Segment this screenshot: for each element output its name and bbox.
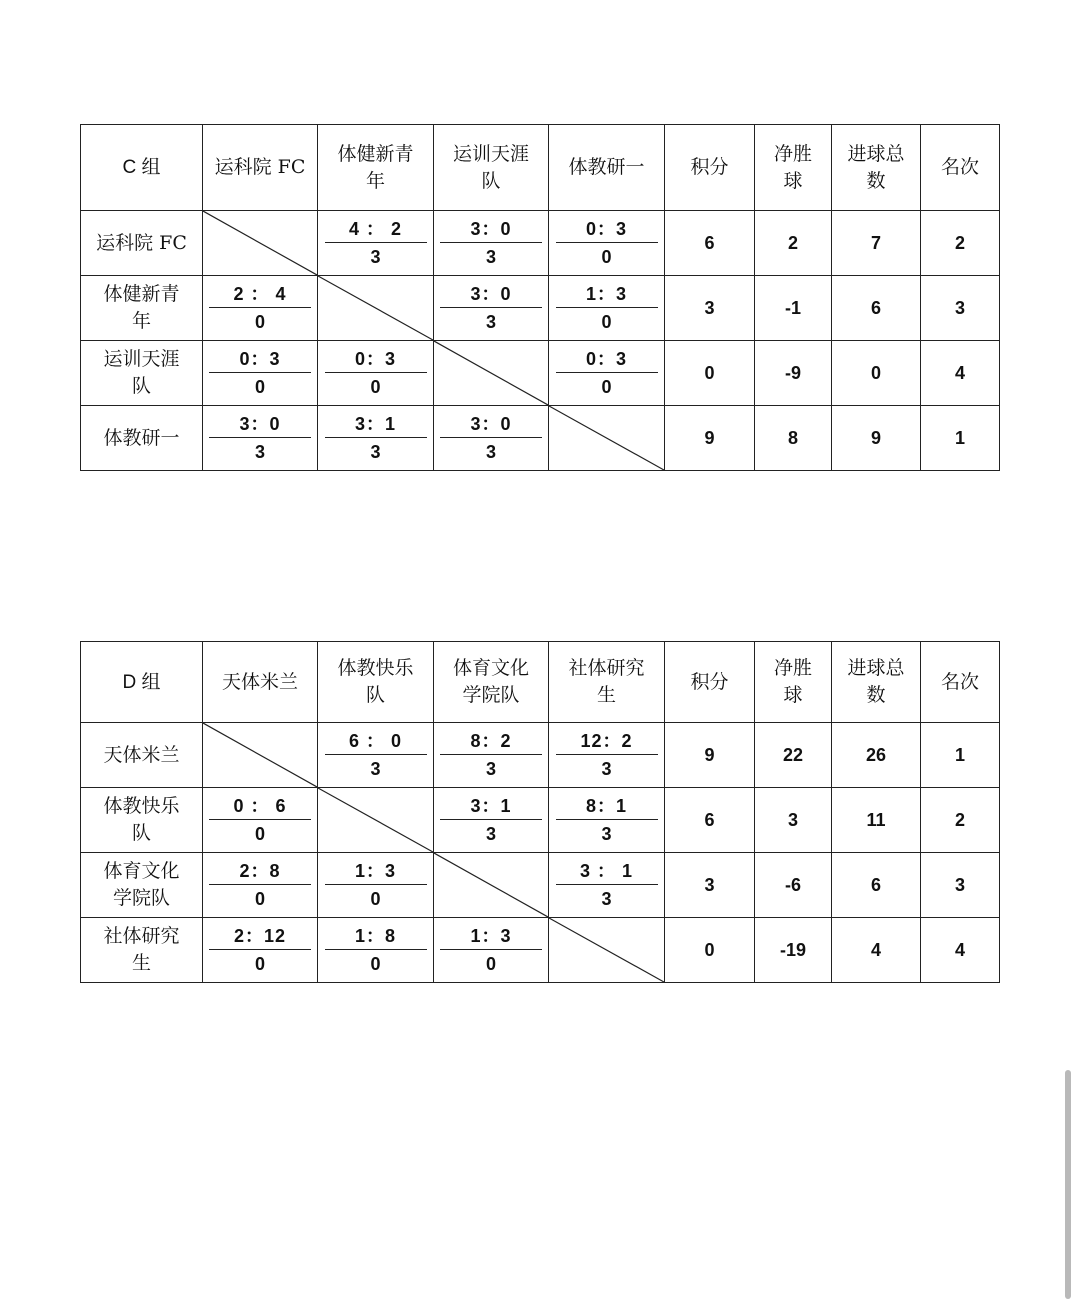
match-points: 3 <box>485 823 496 844</box>
diagonal-empty-cell <box>203 723 318 788</box>
match-points: 3 <box>485 246 496 267</box>
match-result-cell <box>549 211 665 276</box>
match-result <box>549 728 664 783</box>
match-points: 0 <box>254 376 265 397</box>
diagonal-line <box>318 276 433 340</box>
match-result-cell <box>318 853 434 918</box>
stat-goal-difference: -19 <box>755 918 832 983</box>
table-row <box>81 723 1000 788</box>
match-result-cell <box>203 276 318 341</box>
header-stat-1: 积分 <box>665 642 755 723</box>
match-score: 0：3 <box>325 346 427 373</box>
stat-goal-difference: -9 <box>755 341 832 406</box>
match-result-cell <box>434 211 549 276</box>
row-team-label: 体教研一 <box>81 406 203 471</box>
header-opponent-2: 体教快乐 队 <box>318 642 434 723</box>
match-score: 2：12 <box>209 923 311 950</box>
match-result <box>434 728 548 783</box>
match-result <box>318 858 433 913</box>
group-c-table <box>80 124 1000 471</box>
header-opponent-4: 体教研一 <box>549 125 665 211</box>
match-result <box>203 923 317 978</box>
stat-rank: 1 <box>921 406 1000 471</box>
stat-points: 9 <box>665 406 755 471</box>
match-points: 0 <box>601 311 612 332</box>
vertical-scrollbar[interactable] <box>1065 1070 1071 1299</box>
stat-goals-scored: 9 <box>832 406 921 471</box>
match-score: 0：3 <box>209 346 311 373</box>
diagonal-line <box>203 211 317 275</box>
stat-points: 6 <box>665 788 755 853</box>
match-score: 12：2 <box>556 728 658 755</box>
stat-goal-difference: 22 <box>755 723 832 788</box>
header-opponent-2: 体健新青 年 <box>318 125 434 211</box>
match-score: 0：3 <box>556 216 658 243</box>
match-result <box>549 346 664 401</box>
match-result-cell <box>318 211 434 276</box>
match-result <box>434 281 548 336</box>
match-result-cell <box>203 853 318 918</box>
stat-goal-difference: 2 <box>755 211 832 276</box>
match-score: 6 ： 0 <box>325 728 427 755</box>
match-score: 1：3 <box>556 281 658 308</box>
match-score: 2 ： 4 <box>209 281 311 308</box>
table-row <box>81 918 1000 983</box>
match-result-cell <box>549 723 665 788</box>
stat-goal-difference: 8 <box>755 406 832 471</box>
match-result-cell <box>318 406 434 471</box>
stat-goals-scored: 26 <box>832 723 921 788</box>
match-result <box>318 346 433 401</box>
match-points: 3 <box>485 311 496 332</box>
match-result <box>549 281 664 336</box>
match-points: 3 <box>370 758 381 779</box>
match-points: 3 <box>485 758 496 779</box>
match-score: 1：3 <box>440 923 542 950</box>
match-score: 2：8 <box>209 858 311 885</box>
match-result <box>434 793 548 848</box>
stat-rank: 4 <box>921 341 1000 406</box>
match-score: 3：0 <box>440 411 542 438</box>
header-opponent-1: 天体米兰 <box>203 642 318 723</box>
row-team-label: 社体研究 生 <box>81 918 203 983</box>
header-opponent-3: 运训天涯 队 <box>434 125 549 211</box>
diagonal-line <box>549 406 664 470</box>
match-result-cell <box>203 918 318 983</box>
header-stat-4: 名次 <box>921 125 1000 211</box>
diagonal-empty-cell <box>434 853 549 918</box>
match-score: 8：1 <box>556 793 658 820</box>
match-points: 0 <box>370 953 381 974</box>
match-result-cell <box>318 918 434 983</box>
match-points: 3 <box>601 888 612 909</box>
table-row <box>81 276 1000 341</box>
match-result-cell <box>203 788 318 853</box>
match-score: 1：3 <box>325 858 427 885</box>
diagonal-empty-cell <box>434 341 549 406</box>
diagonal-empty-cell <box>318 788 434 853</box>
match-result <box>203 793 317 848</box>
match-score: 4 ： 2 <box>325 216 427 243</box>
match-result <box>203 346 317 401</box>
table-row <box>81 341 1000 406</box>
row-team-label: 体育文化 学院队 <box>81 853 203 918</box>
match-result-cell <box>549 341 665 406</box>
stat-goals-scored: 11 <box>832 788 921 853</box>
match-score: 3：0 <box>209 411 311 438</box>
diagonal-line <box>203 723 317 787</box>
header-stat-2: 净胜 球 <box>755 642 832 723</box>
stat-points: 6 <box>665 211 755 276</box>
match-points: 3 <box>601 823 612 844</box>
row-team-label: 天体米兰 <box>81 723 203 788</box>
match-result <box>434 411 548 466</box>
group-d-table <box>80 641 1000 983</box>
stat-goals-scored: 7 <box>832 211 921 276</box>
match-score: 3：0 <box>440 216 542 243</box>
match-result <box>318 411 433 466</box>
match-points: 0 <box>254 888 265 909</box>
match-score: 3 ： 1 <box>556 858 658 885</box>
row-team-label: 体健新青 年 <box>81 276 203 341</box>
stat-goals-scored: 6 <box>832 853 921 918</box>
stat-points: 0 <box>665 341 755 406</box>
match-result <box>318 728 433 783</box>
match-score: 3：1 <box>440 793 542 820</box>
diagonal-empty-cell <box>549 918 665 983</box>
stat-rank: 1 <box>921 723 1000 788</box>
group-label: C 组 <box>81 125 203 211</box>
match-points: 3 <box>485 441 496 462</box>
stat-points: 3 <box>665 276 755 341</box>
stat-points: 9 <box>665 723 755 788</box>
row-team-label: 运训天涯 队 <box>81 341 203 406</box>
header-stat-3: 进球总 数 <box>832 125 921 211</box>
match-result-cell <box>434 788 549 853</box>
match-points: 0 <box>601 246 612 267</box>
match-result <box>549 858 664 913</box>
stat-goals-scored: 6 <box>832 276 921 341</box>
match-result-cell <box>434 723 549 788</box>
diagonal-line <box>434 341 548 405</box>
match-result-cell <box>549 853 665 918</box>
match-result <box>549 793 664 848</box>
match-result <box>203 411 317 466</box>
match-result-cell <box>434 406 549 471</box>
match-score: 3：1 <box>325 411 427 438</box>
match-result <box>318 216 433 271</box>
stat-rank: 4 <box>921 918 1000 983</box>
header-stat-3: 进球总 数 <box>832 642 921 723</box>
match-points: 0 <box>254 953 265 974</box>
match-result-cell <box>318 341 434 406</box>
stat-rank: 2 <box>921 211 1000 276</box>
stat-goal-difference: -6 <box>755 853 832 918</box>
match-result-cell <box>549 276 665 341</box>
match-result-cell <box>549 788 665 853</box>
match-result <box>434 923 548 978</box>
diagonal-empty-cell <box>549 406 665 471</box>
match-result-cell <box>203 341 318 406</box>
header-stat-2: 净胜 球 <box>755 125 832 211</box>
header-opponent-1: 运科院 FC <box>203 125 318 211</box>
header-row <box>81 642 1000 723</box>
diagonal-empty-cell <box>318 276 434 341</box>
match-result-cell <box>434 918 549 983</box>
match-result-cell <box>434 276 549 341</box>
stat-rank: 3 <box>921 853 1000 918</box>
header-row <box>81 125 1000 211</box>
diagonal-line <box>549 918 664 982</box>
match-result <box>203 858 317 913</box>
row-team-label: 运科院 FC <box>81 211 203 276</box>
stat-goal-difference: -1 <box>755 276 832 341</box>
table-row <box>81 406 1000 471</box>
match-result <box>549 216 664 271</box>
header-opponent-4: 社体研究 生 <box>549 642 665 723</box>
match-points: 0 <box>601 376 612 397</box>
match-points: 0 <box>254 823 265 844</box>
stat-points: 3 <box>665 853 755 918</box>
diagonal-line <box>318 788 433 852</box>
header-opponent-3: 体育文化 学院队 <box>434 642 549 723</box>
header-stat-4: 名次 <box>921 642 1000 723</box>
row-team-label: 体教快乐 队 <box>81 788 203 853</box>
table-row <box>81 853 1000 918</box>
diagonal-line <box>434 853 548 917</box>
match-points: 0 <box>370 376 381 397</box>
stat-goals-scored: 4 <box>832 918 921 983</box>
match-score: 0 ： 6 <box>209 793 311 820</box>
match-result <box>434 216 548 271</box>
stat-rank: 3 <box>921 276 1000 341</box>
match-points: 3 <box>601 758 612 779</box>
match-points: 3 <box>370 246 381 267</box>
group-label: D 组 <box>81 642 203 723</box>
table-row <box>81 788 1000 853</box>
diagonal-empty-cell <box>203 211 318 276</box>
stat-goals-scored: 0 <box>832 341 921 406</box>
header-stat-1: 积分 <box>665 125 755 211</box>
match-points: 0 <box>485 953 496 974</box>
match-result-cell <box>203 406 318 471</box>
match-result <box>318 923 433 978</box>
match-result-cell <box>318 723 434 788</box>
match-score: 8：2 <box>440 728 542 755</box>
match-points: 0 <box>254 311 265 332</box>
stat-points: 0 <box>665 918 755 983</box>
match-score: 1：8 <box>325 923 427 950</box>
match-result <box>203 281 317 336</box>
match-points: 0 <box>370 888 381 909</box>
match-points: 3 <box>370 441 381 462</box>
match-score: 3：0 <box>440 281 542 308</box>
stat-goal-difference: 3 <box>755 788 832 853</box>
table-row <box>81 211 1000 276</box>
match-score: 0：3 <box>556 346 658 373</box>
match-points: 3 <box>254 441 265 462</box>
stat-rank: 2 <box>921 788 1000 853</box>
